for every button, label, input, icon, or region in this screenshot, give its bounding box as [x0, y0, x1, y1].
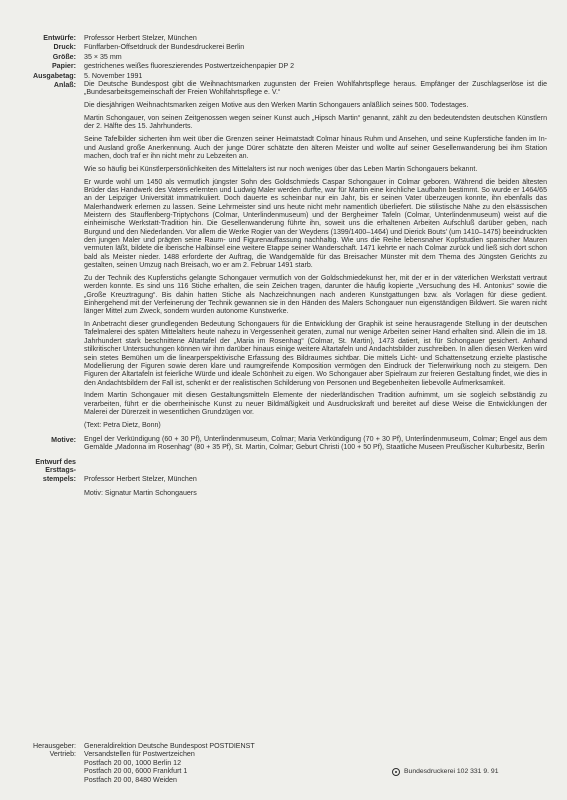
anlass-paragraph: Die diesjährigen Weihnachtsmarken zeigen Motive aus den Werken Martin Schongauers anläßlich seines 500. Todestages. — [84, 102, 469, 110]
field-motive — [0, 436, 547, 457]
ausgabetag-value: 5. November 1991 — [84, 71, 143, 80]
vertrieb-line: Postfach 20 00, 1000 Berlin 12 — [84, 758, 182, 767]
anlass-paragraph: Wie so häufig bei Künstlerpersönlichkeiten des Mittelalters ist nur noch weniges über das Leben Martin Schongauers bekannt. — [84, 165, 478, 173]
vertrieb-line: Versandstellen für Postwertzeichen — [84, 750, 195, 759]
field-papier — [0, 62, 547, 70]
herausgeber-label: Herausgeber: — [33, 742, 76, 750]
stempel-motiv: Motiv: Signatur Martin Schongauers — [84, 489, 197, 498]
anlass-text — [84, 81, 547, 435]
vertrieb-line: Postfach 20 00, 8480 Weiden — [84, 775, 177, 784]
anlass-paragraph: Er wurde wohl um 1450 als vermutlich jüngster Sohn des Goldschmieds Caspar Schongauer in Colmar geboren. Während die beiden ältesten Brüder das Handwerk des Vaters erlernten und Ludwig Maler werden durfte, war für Martin eine kirchliche Laufbahn bestimmt. So wurde er 1464/65 an der Leipziger Universität immatrikuliert. Doch dauerte es scheinbar nur ein Jahr, bis er seinen Vater überzeugen konnte, ihn ebenfalls das Malerhandwerk erlernen zu lassen. Seine Lehrmeister sind uns heute nicht mehr namentlich überliefert. Die stilistische Nähe zu den elsässischen Meistern des Stauffenberg-Triptychons (Colmar, Unterlindenmuseum) und der Bergheimer Tafeln (Colmar, Unterlindenmuseum) weist auf die einheimische Werkstatt-Tradition hin. Die Gesellenwanderung führte ihn, soweit uns die erhaltenen Arbeiten Aufschluß darüber geben, nach Burgund und den Niederlanden. Vor allem die Werke Rogier van der Weydens (1399/1400–1464) und Dierick Bouts' (um 1410–1475) beeindruckten den jungen Maler und prägten seine Raum- und Figurenauffassung nachhaltig. Wie uns die Reihe lebensnaher Kopfstudien spanischer Mauren vermuten läßt, bildete die iberische Halbinsel eine weitere Etappe seiner Wanderschaft. 1471 kehrte er nach Colmar zurück und ließ sich dort schon bald als Meister nieder. 1488 erforderte der Auftrag, die Wandgemälde für das Breisacher Münster mit dem Thema des Jüngsten Gerichts zu gestalten, seinen Umzug nach Breisach, wo er am 2. Februar 1491 starb. — [84, 178, 547, 270]
druck-value: Fünffarben-Offsetdruck der Bundesdruckerei Berlin — [84, 43, 245, 52]
papier-value: gestrichenes weißes fluoreszierendes Postwertzeichenpapier DP 2 — [84, 62, 295, 71]
field-ausgabetag — [0, 72, 547, 80]
anlass-paragraph: Martin Schongauer, von seinen Zeitgenossen wegen seiner Kunst auch „Hipsch Martin“ genannt, zählt zu den bedeutendsten deutschen Künstlern der 2. Hälfte des 15. Jahrhunderts. — [84, 115, 547, 131]
groesse-value: 35 × 35 mm — [84, 52, 122, 61]
footer-values — [84, 742, 255, 784]
stempel-label-line: Ersttags- — [45, 466, 76, 475]
herausgeber-value: Generaldirektion Deutsche Bundespost POSTDIENST — [84, 742, 255, 750]
field-druck — [0, 43, 547, 51]
entwuerfe-label: Entwürfe: — [43, 34, 76, 42]
vertrieb-label: Vertrieb: — [49, 750, 76, 759]
stempel-label-line: Entwurf des — [35, 457, 76, 466]
anlass-paragraph: Indem Martin Schongauer mit diesen Gestaltungsmitteln Elemente der niederländischen Tradition aufnimmt, um sie sogleich selbständig zu verarbeiten, führt er die oberrheinische Kunst zu neuer Bildmäßigkeit und Ausdruckskraft und bereitet auf diese Weise die Entwicklungen der Malerei der Dürerzeit in wesentlichen Grundzügen vor. — [84, 392, 547, 417]
stempel-label — [0, 458, 84, 498]
field-anlass — [0, 81, 547, 435]
footer-labels — [0, 742, 84, 784]
entwuerfe-value: Professor Herbert Stelzer, München — [84, 34, 197, 42]
groesse-label: Größe: — [52, 52, 76, 61]
print-code-text: Bundesdruckerei 102 331 9. 91 — [404, 768, 499, 775]
field-groesse — [0, 53, 547, 61]
anlass-paragraph: Zu der Technik des Kupferstichs gelangte Schongauer vermutlich von der Goldschmiedekunst her, mit der er in der väterlichen Werkstatt vertraut werden konnte. Es sind uns 116 Stiche erhalten, die sein Zeichen tragen, darunter die häufig kopierte „Versuchung des Hl. Antonius“ sowie die „Große Kreuztragung“. Bis dahin hatten Stiche als Nachzeichnungen nach anderen Kunstgattungen bzw. als Vorlagen für diese gedient. Einhergehend mit der Verfeinerung der Technik gewannen sie in den Händen des Malers Schongauer nun eigenständigen Bildwert. Sie waren nicht länger Mittel zum Zweck, sondern wurden autonome Kunstwerke. — [84, 274, 547, 316]
stempel-label-line: stempels: — [42, 474, 76, 483]
ausgabetag-label: Ausgabetag: — [33, 71, 76, 80]
anlass-paragraph: Die Deutsche Bundespost gibt die Weihnachtsmarken zugunsten der Freien Wohlfahrtspflege heraus. Empfänger der Zuschlagserlöse ist die „Bundesarbeitsgemeinschaft der Freien Wohlfahrtspflege e. V.“ — [84, 81, 547, 97]
motive-label: Motive: — [51, 435, 76, 444]
vertrieb-line: Postfach 20 00, 6000 Frankfurt 1 — [84, 767, 188, 776]
bundesdruckerei-logo-icon — [392, 768, 400, 776]
druck-label: Druck: — [53, 43, 76, 52]
spacer — [84, 458, 547, 475]
anlass-paragraph: Seine Tafelbilder sicherten ihm weit über die Grenzen seiner Heimatstadt Colmar hinaus Ruhm und Ansehen, und seine Kupferstiche fanden im In- und Ausland große Anerkennung. Auch der junge Dürer schätzte den älteren Meister und wollte auf seiner Gesellenwanderung bei ihm Station machen, doch traf er ihn nicht mehr zu Lebzeiten an. — [84, 136, 547, 160]
text-credit: (Text: Petra Dietz, Bonn) — [84, 421, 161, 429]
field-stempel — [0, 458, 547, 498]
stempel-values — [84, 458, 547, 498]
stempel-designer: Professor Herbert Stelzer, München — [84, 474, 197, 483]
print-code — [392, 768, 498, 776]
publisher-block — [0, 742, 547, 784]
motive-value: Engel der Verkündigung (60 + 30 Pf), Unterlindenmuseum, Colmar; Maria Verkündigung (70 + 30 Pf), Unterlindenmuseum, Colmar; Engel aus dem Gemälde „Madonna im Rosenhag“ (80 + 35 Pf), St. Martin, Colmar; Geburt Christi (100 + 50 Pf), Staatliche Museen Preußischer Kulturbesitz, Berlin — [84, 435, 547, 452]
papier-label: Papier: — [51, 62, 76, 71]
field-entwuerfe — [0, 34, 547, 42]
anlass-paragraph: In Anbetracht dieser grundlegenden Bedeutung Schongauers für die Entwicklung der Graphik ist seine herausragende Stellung in der deutschen Tafelmalerei des späten Mittelalters heute nahezu in Vergessenheit geraten, zumal nur wenige Arbeiten seiner Hand erhalten sind. Allein die im 18. Jahrhundert stark beschnittene Altartafel der „Maria im Rosenhag“ (Colmar, St. Martin), 1473 datiert, ist für Schongauer gesichert. Anhand stilkritischer Untersuchungen können wir ihm darüber hinaus einige weitere Altartafeln und Andachtsbilder zuschreiben. In allen diesen Werken wird sein stetes Bemühen um die linearperspektivische Erfassung des Bildraumes sichtbar. Die mittels Licht- und Schattensetzung erzielte plastische Modellierung der Figuren sowie deren klare und raumgreifende Komposition vermögen den Eindruck der Tiefenwirkung noch zu steigern. Den Figuren der Altartafeln ist feierliche Würde und ideale Schönheit zu eigen. Wo Schongauer aber Spielraum zur freieren Gestaltung findet, wie dies in den Andachtsbildern der Fall ist, schenkt er der realistischen Schilderung von Personen und Begebenheiten liebevolle Aufmerksamkeit. — [84, 321, 547, 387]
anlass-label: Anlaß: — [53, 81, 76, 90]
